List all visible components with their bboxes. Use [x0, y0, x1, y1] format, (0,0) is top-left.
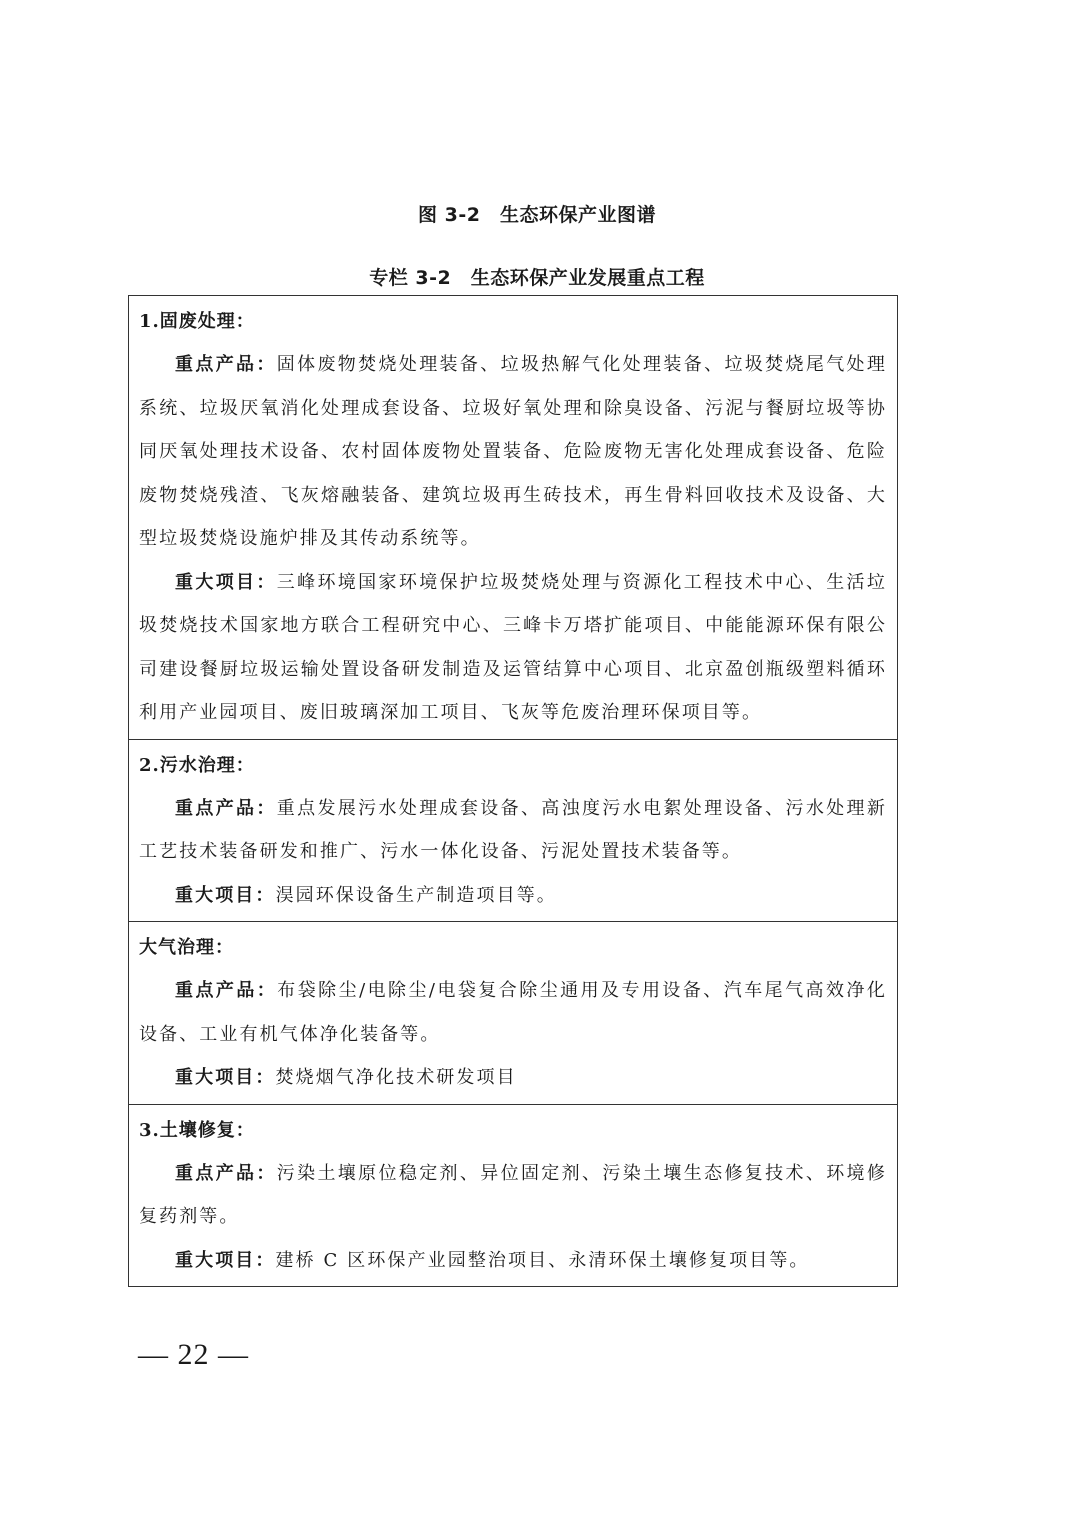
page-number: — 22 —	[138, 1338, 249, 1371]
major-projects-label: 重大项目：	[175, 1067, 276, 1088]
section-heading: 3.土壤修复：	[139, 1119, 255, 1141]
key-products-text: 重点发展污水处理成套设备、高浊度污水电絮处理设备、污水处理新工艺技术装备研发和推广、污水一体化设备、污泥处置技术装备等。	[139, 797, 887, 862]
section-heading: 大气治理：	[139, 937, 234, 958]
figure-caption: 图 3-2 生态环保产业图谱	[418, 204, 656, 226]
major-projects-text: 建桥 C 区环保产业园整治项目、永清环保土壤修复项目等。	[275, 1249, 810, 1271]
project-table	[128, 295, 898, 1287]
key-products-text: 污染土壤原位稳定剂、异位固定剂、污染土壤生态修复技术、环境修复药剂等。	[139, 1162, 887, 1227]
column-title: 专栏 3-2 生态环保产业发展重点工程	[369, 267, 705, 289]
section-heading: 1.固废处理：	[139, 311, 255, 332]
section-solid-waste	[129, 296, 897, 740]
section-heading: 2.污水治理：	[139, 754, 255, 776]
key-products-paragraph	[139, 969, 887, 1056]
key-products-text: 布袋除尘/电除尘/电袋复合除尘通用及专用设备、汽车尾气高效净化设备、工业有机气体净化装备等。	[139, 980, 888, 1045]
major-projects-paragraph	[139, 1239, 887, 1283]
major-projects-paragraph	[139, 561, 887, 735]
major-projects-label: 重大项目：	[175, 571, 277, 593]
major-projects-paragraph	[139, 874, 887, 918]
major-projects-text: 焚烧烟气净化技术研发项目	[275, 1067, 517, 1088]
key-products-paragraph	[139, 343, 887, 561]
key-products-label: 重点产品：	[175, 1162, 277, 1184]
section-soil	[129, 1105, 897, 1287]
major-projects-label: 重大项目：	[175, 1249, 276, 1271]
key-products-paragraph	[139, 1152, 887, 1239]
key-products-label: 重点产品：	[175, 354, 277, 375]
section-sewage	[129, 740, 897, 923]
key-products-label: 重点产品：	[175, 797, 277, 819]
major-projects-text: 三峰环境国家环境保护垃圾焚烧处理与资源化工程技术中心、生活垃圾焚烧技术国家地方联合工程研究中心、三峰卡万塔扩能项目、中能能源环保有限公司建设餐厨垃圾运输处置设备研发制造及运管结算中心项目、北京盈创瓶级塑料循环利用产业园项目、废旧玻璃深加工项目、飞灰等危废治理环保项目等。	[139, 571, 887, 723]
major-projects-text: 淏园环保设备生产制造项目等。	[275, 884, 557, 906]
major-projects-label: 重大项目：	[175, 884, 276, 906]
key-products-paragraph	[139, 787, 887, 874]
section-air	[129, 922, 897, 1105]
key-products-label: 重点产品：	[175, 980, 278, 1001]
key-products-text: 固体废物焚烧处理装备、垃圾热解气化处理装备、垃圾焚烧尾气处理系统、垃圾厌氧消化处理成套设备、垃圾好氧处理和除臭设备、污泥与餐厨垃圾等协同厌氧处理技术设备、农村固体废物处置装备、危险废物无害化处理成套设备、危险废物焚烧残渣、飞灰熔融装备、建筑垃圾再生砖技术，再生骨料回收技术及设备、大型垃圾焚烧设施炉排及其传动系统等。	[139, 354, 887, 549]
major-projects-paragraph	[139, 1056, 887, 1100]
